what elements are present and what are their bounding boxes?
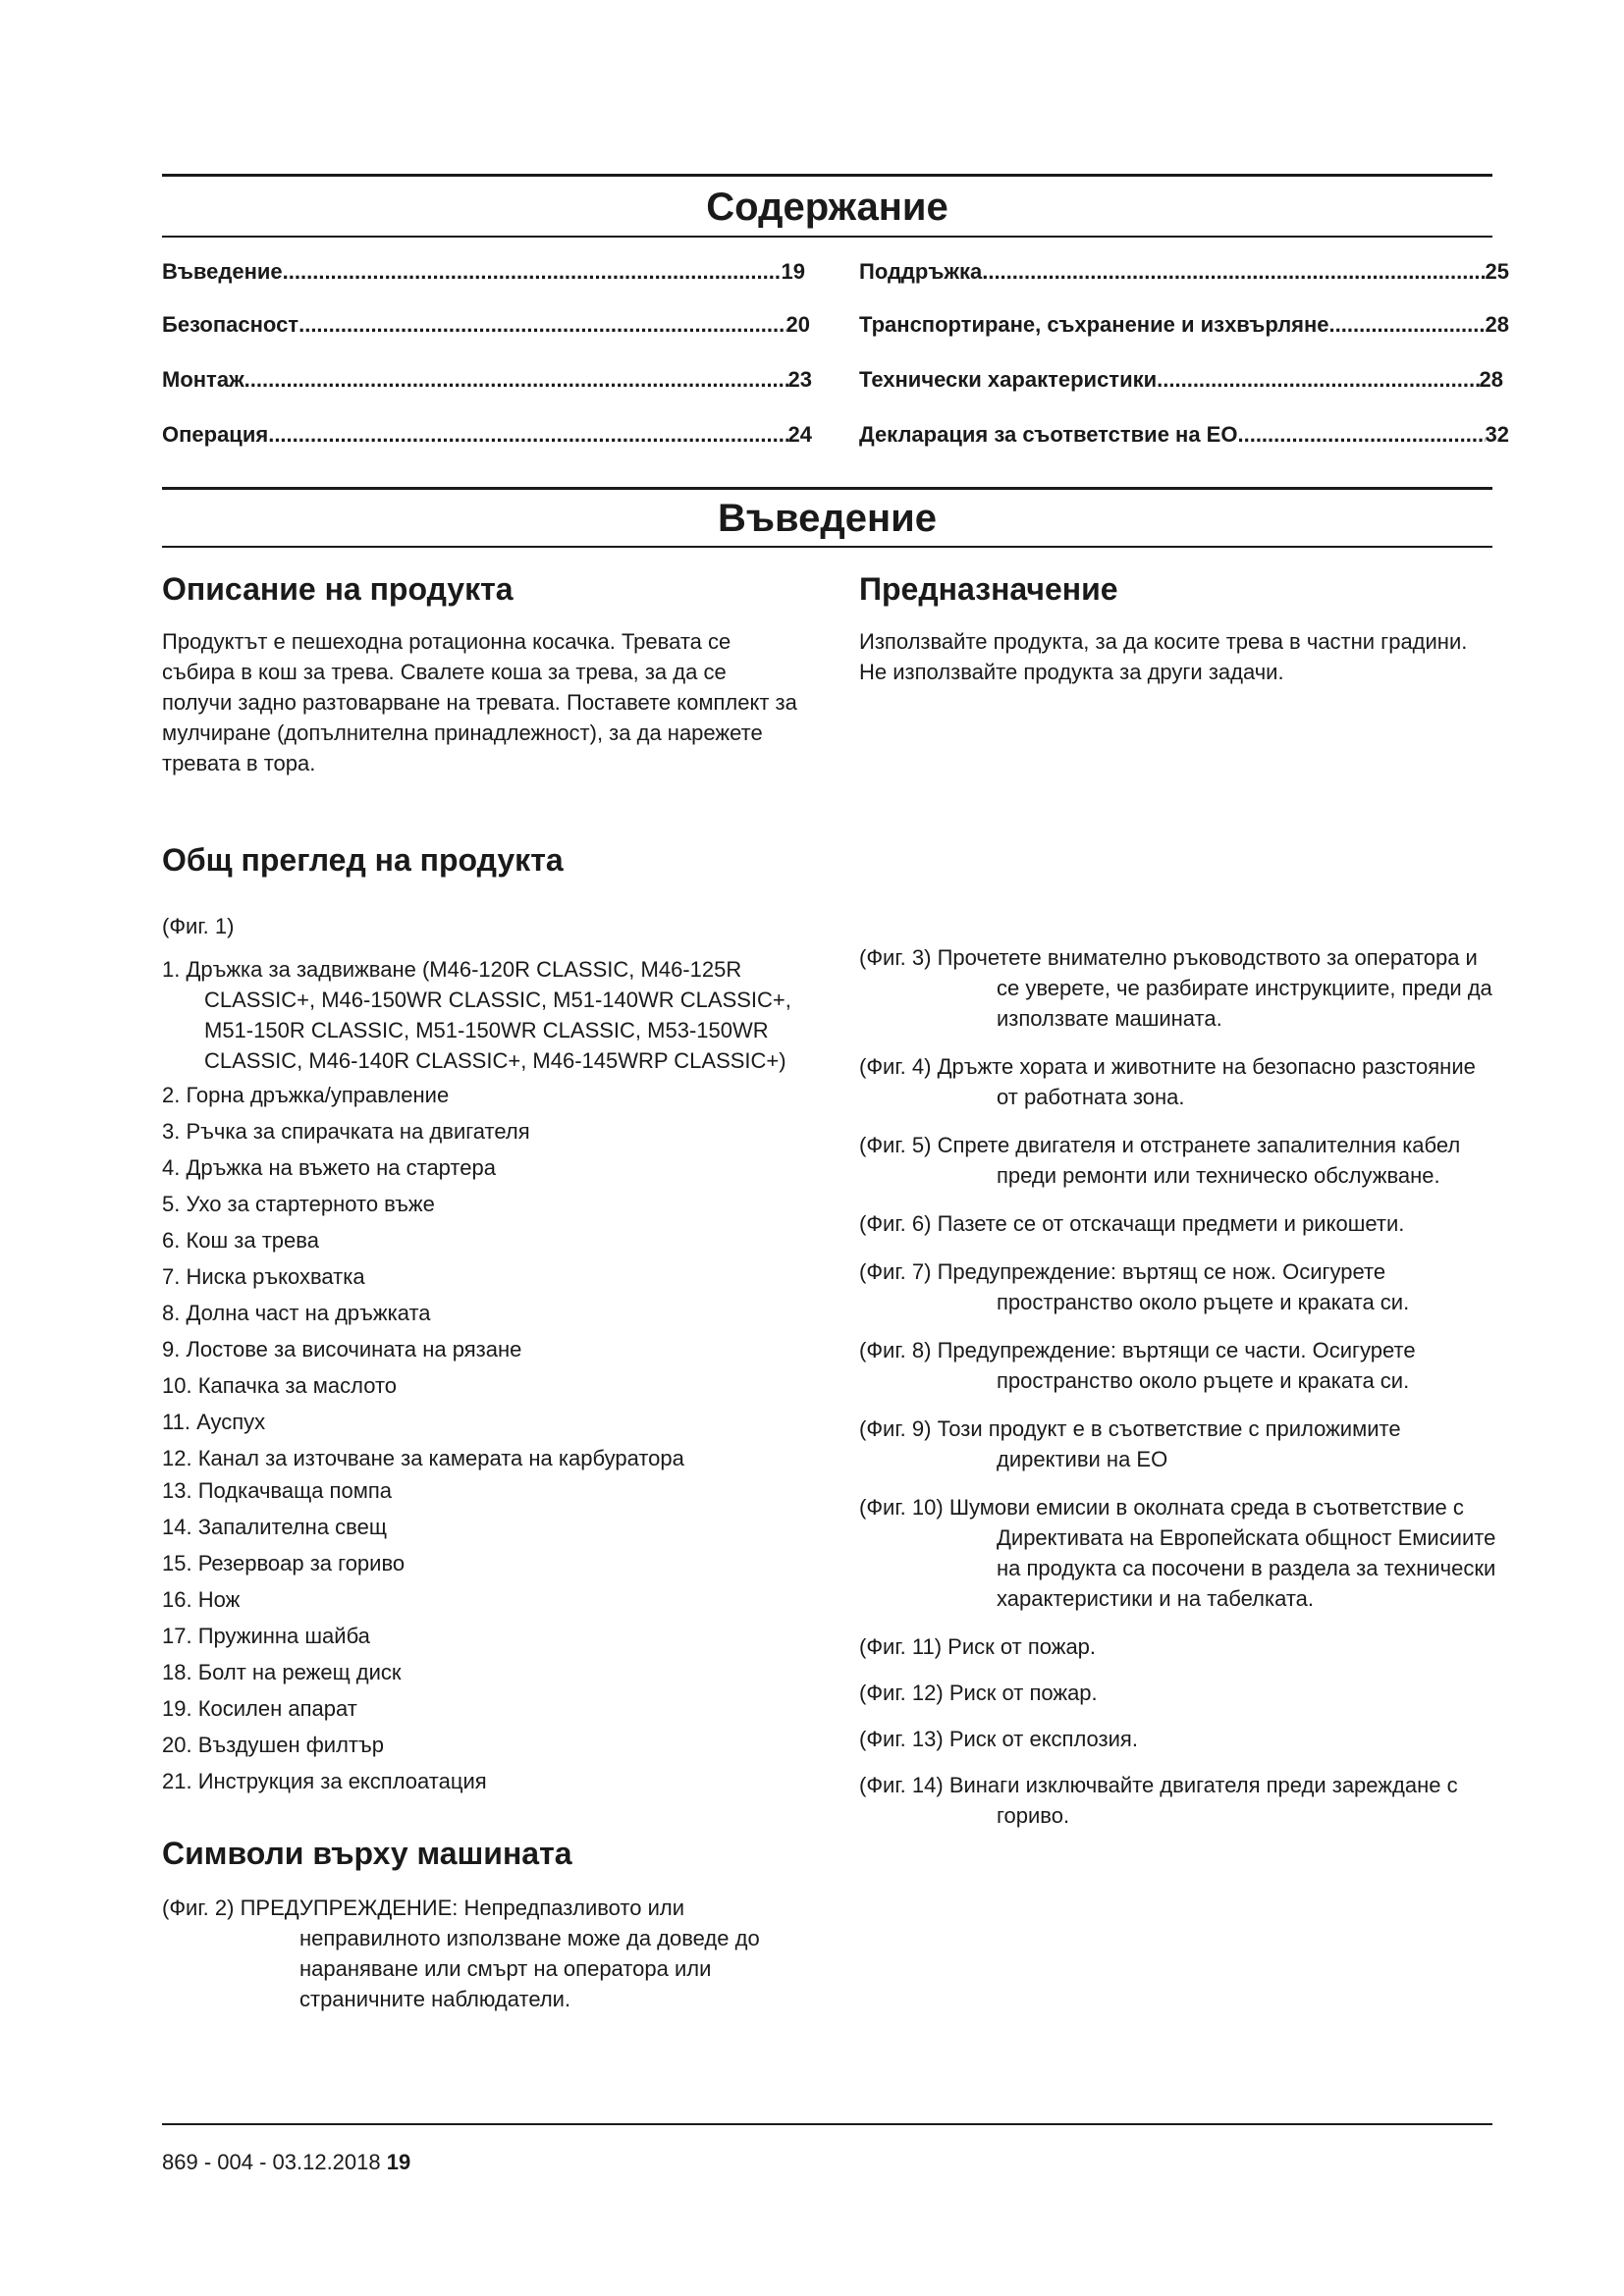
toc-entry-page: 23 xyxy=(787,367,812,392)
symbol-item: (Фиг. 4) Дръжте хората и животните на безопасно разстояние от работната зона. xyxy=(859,1054,1476,1109)
list-item: 16. Нож xyxy=(162,1587,241,1612)
symbols-heading: Символи върху машината xyxy=(162,1836,572,1871)
toc-top-rule xyxy=(162,174,1492,177)
symbol-item: (Фиг. 3) Прочетете внимателно ръководството за оператора и се уверете, че разбирате инструкциите, преди да използвате машината. xyxy=(859,945,1492,1031)
list-item: 3. Ръчка за спирачката на двигателя xyxy=(162,1119,530,1144)
toc-entry-operation[interactable] xyxy=(162,420,812,450)
product-overview-list xyxy=(162,954,800,1796)
toc-entry-transport[interactable] xyxy=(859,310,1509,340)
toc-dots xyxy=(244,365,788,395)
list-item: 18. Болт на режещ диск xyxy=(162,1660,402,1684)
symbols-list-right xyxy=(859,942,1497,1831)
symbol-item: (Фиг. 2) ПРЕДУПРЕЖДЕНИЕ: Непредпазливото или неправилното използване може да доведе до нараняване или смърт на оператора или страничните наблюдатели. xyxy=(162,1896,760,2011)
toc-entry-page: 32 xyxy=(1485,422,1509,447)
symbol-item: (Фиг. 12) Риск от пожар. xyxy=(859,1681,1098,1705)
product-description-section xyxy=(162,569,800,778)
footer-page-number: 19 xyxy=(386,2150,411,2174)
list-item: 6. Кош за трева xyxy=(162,1228,319,1253)
intro-top-rule xyxy=(162,487,1492,490)
symbol-item: (Фиг. 11) Риск от пожар. xyxy=(859,1634,1097,1659)
product-description-heading: Описание на продукта xyxy=(162,571,514,607)
list-item: 4. Дръжка на въжето на стартера xyxy=(162,1155,496,1180)
toc-entry-page: 25 xyxy=(1485,259,1509,284)
intro-bottom-rule xyxy=(162,546,1492,548)
toc-entry-ec-declaration[interactable] xyxy=(859,420,1509,450)
toc-bottom-rule xyxy=(162,236,1492,238)
toc-entry-technical-data[interactable] xyxy=(859,365,1503,395)
intended-use-section xyxy=(859,569,1488,687)
product-overview-fig: (Фиг. 1) xyxy=(162,914,235,938)
product-overview-section xyxy=(162,840,800,1796)
list-item: 21. Инструкция за експлоатация xyxy=(162,1769,487,1793)
list-item: 8. Долна част на дръжката xyxy=(162,1301,431,1325)
toc-entry-label: Технически характеристики xyxy=(859,367,1158,392)
list-item: 15. Резервоар за гориво xyxy=(162,1551,406,1575)
toc-entry-label: Монтаж xyxy=(162,367,244,392)
toc-entry-assembly[interactable] xyxy=(162,365,812,395)
list-item: 14. Запалителна свещ xyxy=(162,1515,387,1539)
product-overview-heading: Общ преглед на продукта xyxy=(162,842,564,878)
toc-title: Содержание xyxy=(706,186,948,229)
footer-rule xyxy=(162,2123,1492,2125)
toc-dots xyxy=(268,420,787,450)
intended-use-text: Използвайте продукта, за да косите трева в частни градини. Не използвайте продукта за други задачи. xyxy=(859,629,1468,684)
toc-entry-introduction[interactable] xyxy=(162,257,805,287)
symbol-item: (Фиг. 13) Риск от експлозия. xyxy=(859,1727,1138,1751)
toc-dots xyxy=(298,310,785,340)
symbol-item: (Фиг. 14) Винаги изключвайте двигателя преди зареждане с гориво. xyxy=(859,1773,1458,1828)
list-item: 2. Горна дръжка/управление xyxy=(162,1083,450,1107)
symbol-item: (Фиг. 7) Предупреждение: въртящ се нож. Осигурете пространство около ръцете и краката си. xyxy=(859,1259,1410,1314)
toc-dots xyxy=(1157,365,1479,395)
list-item: 7. Ниска ръкохватка xyxy=(162,1264,365,1289)
list-item: 19. Косилен апарат xyxy=(162,1696,357,1721)
footer-doc-id: 869 - 004 - 03.12.2018 xyxy=(162,2150,381,2174)
toc-dots xyxy=(1329,310,1486,340)
symbols-section xyxy=(162,1834,820,2014)
list-item: 9. Лостове за височината на рязане xyxy=(162,1337,522,1362)
toc-entry-page: 28 xyxy=(1479,367,1503,392)
toc-entry-label: Транспортиране, съхранение и изхвърляне xyxy=(859,312,1329,337)
list-item: 12. Канал за източване за камерата на карбуратора xyxy=(162,1446,684,1470)
list-item: 17. Пружинна шайба xyxy=(162,1624,370,1648)
intro-title: Въведение xyxy=(718,497,937,540)
list-item: 1. Дръжка за задвижване (M46-120R CLASSIC, M46-125R CLASSIC+, M46-150WR CLASSIC, M51-140WR CLASSIC+, M51-150R CLASSIC, M51-150WR CLASSIC, M53-150WR CLASSIC, M46-140R CLASSIC+, M46-145WRP CLASSIC+) xyxy=(162,957,791,1073)
list-item: 11. Ауспух xyxy=(162,1410,266,1434)
symbol-item: (Фиг. 10) Шумови емисии в околната среда в съответствие с Директивата на Европейската общност Емисиите на продукта са посочени в раздела за технически характеристики и на табелката. xyxy=(859,1495,1496,1611)
toc-entry-label: Декларация за съответствие на ЕО xyxy=(859,422,1238,447)
page-footer xyxy=(162,2148,410,2177)
toc-dots xyxy=(283,257,782,287)
symbol-item: (Фиг. 8) Предупреждение: въртящи се части. Осигурете пространство около ръцете и краката си. xyxy=(859,1338,1416,1393)
toc-dots xyxy=(1237,420,1485,450)
intended-use-heading: Предназначение xyxy=(859,571,1118,607)
toc-entry-safety[interactable] xyxy=(162,310,810,340)
toc-entry-label: Поддръжка xyxy=(859,259,983,284)
toc-dots xyxy=(982,257,1485,287)
toc-entry-maintenance[interactable] xyxy=(859,257,1509,287)
list-item: 10. Капачка за маслото xyxy=(162,1373,398,1398)
toc-entry-page: 28 xyxy=(1485,312,1509,337)
toc-entry-page: 24 xyxy=(787,422,812,447)
toc-entry-page: 20 xyxy=(785,312,810,337)
list-item: 20. Въздушен филтър xyxy=(162,1733,384,1757)
toc-entry-label: Въведение xyxy=(162,259,283,284)
list-item: 13. Подкачваща помпа xyxy=(162,1478,392,1503)
toc-entry-page: 19 xyxy=(781,259,805,284)
list-item: 5. Ухо за стартерното въже xyxy=(162,1192,435,1216)
symbol-item: (Фиг. 9) Този продукт е в съответствие с приложимите директиви на ЕО xyxy=(859,1416,1401,1471)
symbol-item: (Фиг. 6) Пазете се от отскачащи предмети и рикошети. xyxy=(859,1211,1405,1236)
product-description-text: Продуктът е пешеходна ротационна косачка. Тревата се събира в кош за трева. Свалете коша за трева, за да се получи задно разтоварване на тревата. Поставете комплект за мулчиране (допълнителна принадлежност), за да нарежете тревата в тора. xyxy=(162,629,797,775)
toc-entry-label: Безопасност xyxy=(162,312,299,337)
toc-entry-label: Операция xyxy=(162,422,269,447)
symbol-item: (Фиг. 5) Спрете двигателя и отстранете запалителния кабел преди ремонти или техническо обслужване. xyxy=(859,1133,1461,1188)
